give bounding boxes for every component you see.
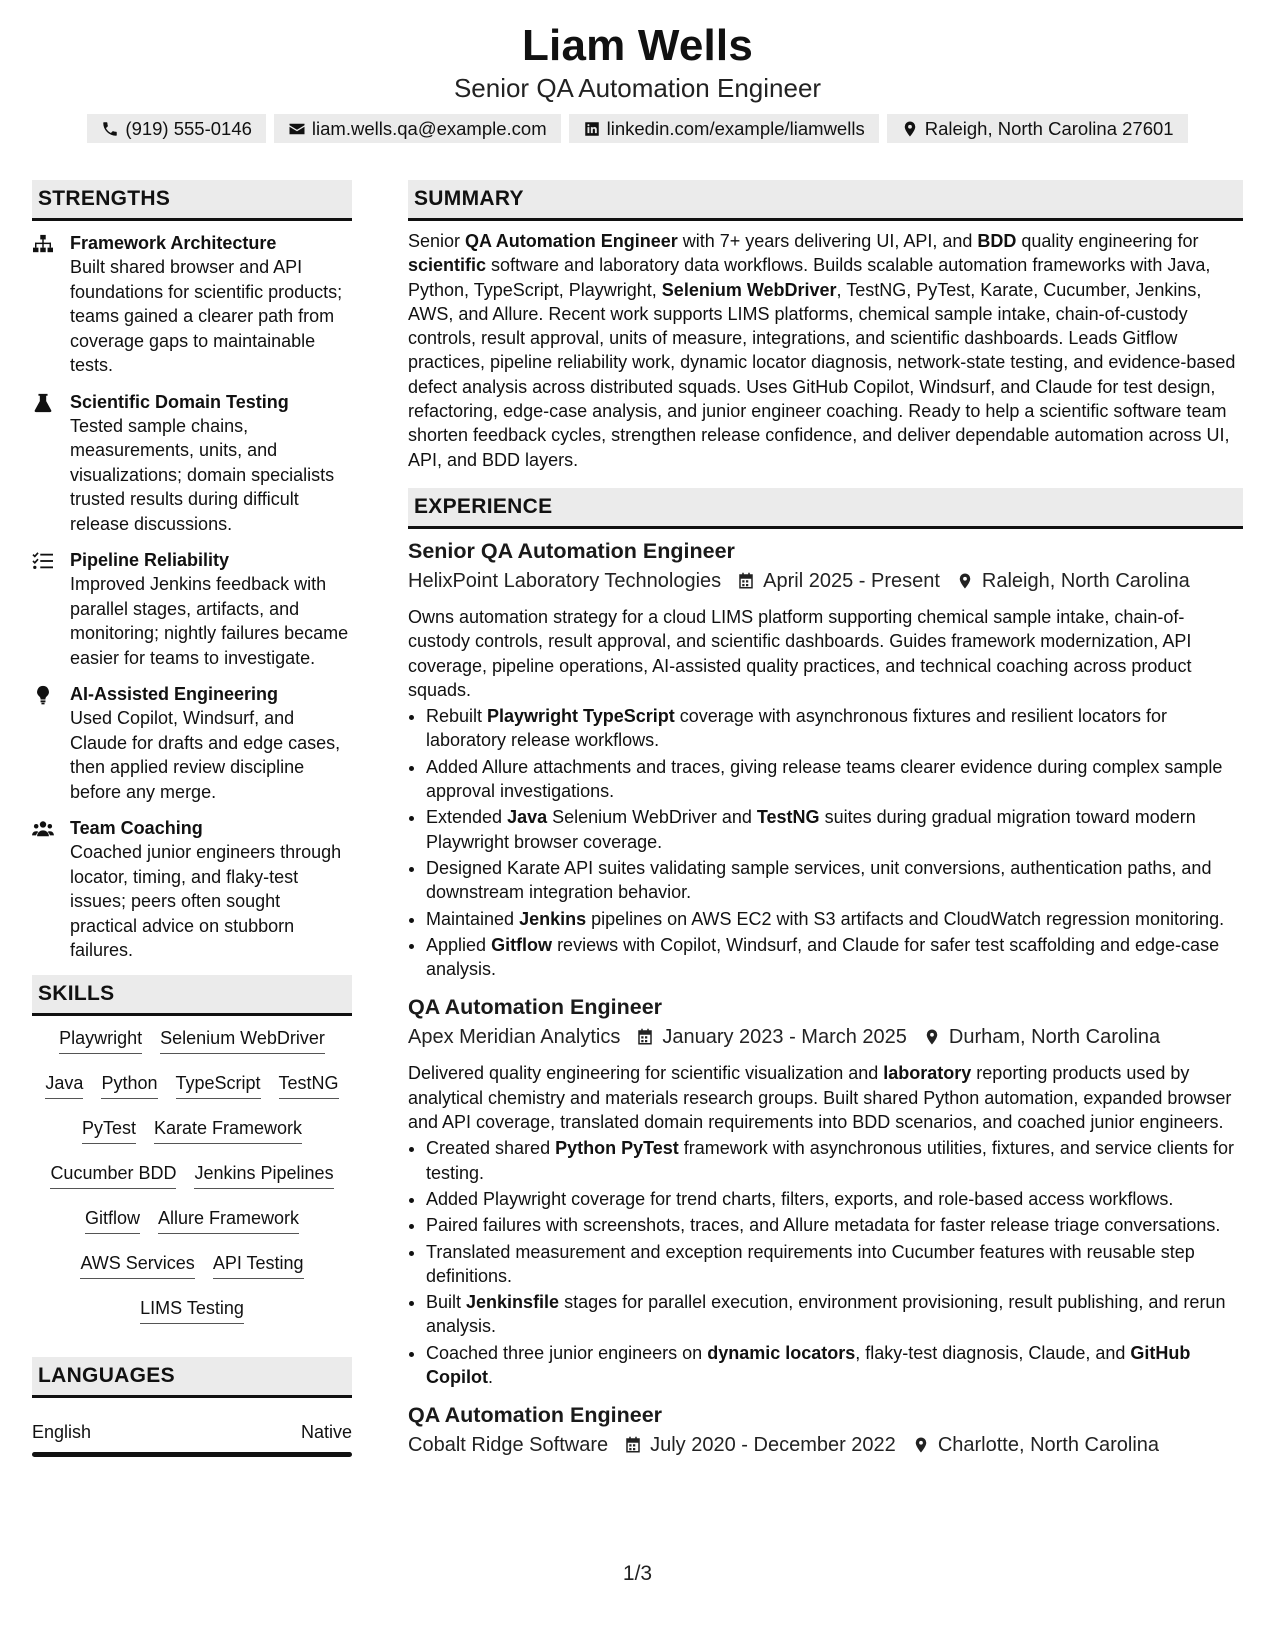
strengths-heading: STRENGTHS: [32, 180, 352, 221]
strength-title: Team Coaching: [70, 818, 203, 838]
skill-tag: AWS Services: [80, 1251, 194, 1279]
right-column: [408, 180, 1243, 1459]
strength-title: AI-Assisted Engineering: [70, 684, 279, 704]
job-entry: [408, 537, 1243, 981]
skill-tag: Java: [45, 1071, 83, 1099]
job-bullet: • Added Playwright coverage for trend charts, filters, exports, and role-based access workflows.: [426, 1187, 1243, 1211]
skill-tag: TestNG: [279, 1071, 339, 1099]
strengths-list: [32, 231, 352, 963]
job-location: Durham, North Carolina: [948, 1026, 1161, 1049]
job-location: Charlotte, North Carolina: [937, 1434, 1160, 1457]
skills-heading: SKILLS: [32, 975, 352, 1016]
skill-row: [38, 1116, 346, 1161]
job-meta: [408, 1431, 1243, 1459]
summary-heading: SUMMARY: [408, 180, 1243, 221]
location-text: Raleigh, North Carolina 27601: [924, 117, 1174, 139]
skill-tag: Jenkins Pipelines: [194, 1161, 333, 1189]
job-location: Raleigh, North Carolina: [981, 569, 1190, 592]
email-text: liam.wells.qa@example.com: [311, 117, 547, 139]
job-bullets: [408, 1136, 1243, 1389]
envelope-icon: [288, 120, 306, 138]
job-bullet: • Created shared Python PyTest framework with asynchronous utilities, fixtures, and service clients for testing.: [426, 1136, 1243, 1185]
job-company: Apex Meridian Analytics: [408, 1026, 621, 1049]
skill-tag: Allure Framework: [158, 1206, 299, 1234]
map-pin-icon: [912, 1436, 930, 1454]
job-description: Owns automation strategy for a cloud LIMS platform supporting chemical sample intake, chain-of-custody controls, result approval, and scientific dashboards. Guides framework modernization, API coverage, pipeline operations, AI-assisted quality practices, and technical coaching across product squads.: [408, 606, 1192, 700]
skill-tag: Cucumber BDD: [50, 1161, 176, 1189]
candidate-name: Liam Wells: [521, 21, 754, 70]
left-column: [32, 180, 352, 1457]
linkedin-text: linkedin.com/example/liamwells: [606, 117, 865, 139]
job-bullet: • Built Jenkinsfile stages for parallel execution, environment provisioning, result publishing, and rerun analysis.: [426, 1290, 1243, 1339]
strength-item: [32, 816, 352, 963]
job-bullet: • Maintained Jenkins pipelines on AWS EC2 with S3 artifacts and CloudWatch regression monitoring.: [426, 907, 1243, 931]
strength-desc: Used Copilot, Windsurf, and Claude for drafts and edge cases, then applied review discipline before any merge.: [70, 708, 341, 802]
skill-row: [38, 1026, 346, 1071]
map-pin-icon: [956, 572, 974, 590]
job-title: Senior QA Automation Engineer: [408, 538, 735, 563]
strength-title: Pipeline Reliability: [70, 550, 230, 570]
map-pin-icon: [923, 1028, 941, 1046]
job-description: Delivered quality engineering for scientific visualization and laboratory reporting products used by analytical chemistry and materials research groups. Built shared Python automation, expanded browser and API coverage, translated domain requirements into BDD scenarios, and coached junior engineers.: [408, 1063, 1232, 1133]
summary-text: Senior QA Automation Engineer with 7+ years delivering UI, API, and BDD quality engineering for scientific software and laboratory data workflows. Builds scalable automation frameworks with Java, Python, TypeScript, Playwright, Selenium WebDriver, TestNG, PyTest, Karate, Cucumber, Jenkins, AWS, and Allure. Recent work supports LIMS platforms, chemical sample intake, chain-of-custody controls, result approval, units of measure, integrations, and scientific dashboards. Leads Gitflow practices, pipeline reliability work, dynamic locator diagnosis, network-state testing, and evidence-based defect analysis across distributed squads. Uses GitHub Copilot, Windsurf, and Claude for test design, refactoring, edge-case analysis, and junior engineer coaching. Ready to help a scientific software team shorten feedback cycles, strengthen release confidence, and deliver dependable automation across UI, API, and BDD layers.: [408, 231, 1236, 470]
skill-tag: Python: [101, 1071, 157, 1099]
skill-row: [38, 1071, 346, 1116]
phone-text: (919) 555-0146: [125, 117, 252, 139]
skill-row: [38, 1161, 346, 1206]
strength-title: Scientific Domain Testing: [70, 391, 289, 412]
skill-tag: TypeScript: [176, 1071, 261, 1099]
strength-item: [32, 548, 352, 670]
job-dates: January 2023 - March 2025: [662, 1026, 907, 1049]
skill-row: [38, 1296, 346, 1341]
candidate-headline: Senior QA Automation Engineer: [453, 73, 822, 103]
skill-tag: Selenium WebDriver: [160, 1026, 325, 1054]
language-level: Native: [300, 1421, 352, 1442]
job-bullet: • Applied Gitflow reviews with Copilot, Windsurf, and Claude for safer test scaffolding and edge-case analysis.: [426, 933, 1243, 982]
sitemap-icon: [32, 234, 54, 254]
job-meta: [408, 567, 1243, 595]
strength-desc: Improved Jenkins feedback with parallel stages, artifacts, and monitoring; nightly failures became easier for teams to investigate.: [70, 574, 349, 668]
experience-heading: EXPERIENCE: [408, 488, 1243, 529]
strength-item: [32, 682, 352, 804]
job-bullet: • Extended Java Selenium WebDriver and TestNG suites during gradual migration toward modern Playwright browser coverage.: [426, 805, 1243, 854]
strength-desc: Built shared browser and API foundations for scientific products; teams gained a clearer path from coverage gaps to maintainable tests.: [70, 257, 343, 375]
linkedin-chip[interactable]: [569, 114, 879, 143]
lightbulb-icon: [32, 685, 54, 705]
skill-row: [38, 1206, 346, 1251]
languages-heading: LANGUAGES: [32, 1357, 352, 1398]
phone-chip[interactable]: [87, 114, 266, 143]
job-meta: [408, 1023, 1243, 1051]
skill-tag: Gitflow: [85, 1206, 140, 1234]
skills-list: [32, 1026, 352, 1341]
calendar-icon: [624, 1436, 642, 1454]
job-company: Cobalt Ridge Software: [408, 1434, 609, 1457]
skill-tag: PyTest: [82, 1116, 136, 1144]
users-icon: [32, 819, 54, 839]
linkedin-icon: [583, 120, 601, 138]
job-entry: [408, 993, 1243, 1389]
list-check-icon: [32, 551, 54, 571]
language-item: [32, 1420, 352, 1444]
map-pin-icon: [901, 120, 919, 138]
job-bullet: • Rebuilt Playwright TypeScript coverage with asynchronous fixtures and resilient locators for laboratory release workflows.: [426, 704, 1243, 753]
strength-item: [32, 390, 352, 537]
job-bullets: [408, 704, 1243, 981]
strength-title: Framework Architecture: [70, 233, 277, 253]
skill-tag: Karate Framework: [154, 1116, 302, 1144]
job-title: QA Automation Engineer: [408, 1403, 663, 1428]
flask-icon: [32, 393, 54, 413]
job-bullet: • Translated measurement and exception requirements into Cucumber features with reusable step definitions.: [426, 1240, 1243, 1289]
job-title: QA Automation Engineer: [408, 995, 663, 1020]
contact-bar: [0, 114, 1275, 143]
skill-tag: API Testing: [213, 1251, 304, 1279]
calendar-icon: [636, 1028, 654, 1046]
job-bullet: • Paired failures with screenshots, traces, and Allure metadata for faster release triage conversations.: [426, 1213, 1243, 1237]
page-number: 1/3: [622, 1562, 653, 1585]
language-proficiency-bar: [32, 1452, 352, 1457]
job-bullet: • Designed Karate API suites validating sample services, unit conversions, authentication paths, and downstream integration behavior.: [426, 856, 1243, 905]
job-dates: April 2025 - Present: [763, 569, 940, 592]
email-chip[interactable]: [274, 114, 561, 143]
calendar-icon: [737, 572, 755, 590]
skill-tag: LIMS Testing: [140, 1296, 244, 1324]
location-chip: [887, 114, 1188, 143]
resume-header: [0, 20, 1275, 143]
strength-desc: Coached junior engineers through locator, timing, and flaky-test issues; peers often sought practical advice on stubborn failures.: [70, 842, 342, 960]
strength-desc: Tested sample chains, measurements, units, and visualizations; domain specialists trusted results during difficult release discussions.: [70, 415, 335, 534]
strength-item: [32, 231, 352, 378]
job-bullet: • Coached three junior engineers on dynamic locators, flaky-test diagnosis, Claude, and GitHub Copilot.: [426, 1341, 1243, 1390]
job-entry: [408, 1401, 1243, 1459]
job-dates: July 2020 - December 2022: [650, 1434, 896, 1457]
language-name: English: [32, 1421, 92, 1442]
skill-row: [38, 1251, 346, 1296]
job-bullet: • Added Allure attachments and traces, giving release teams clearer evidence during complex sample approval investigations.: [426, 755, 1243, 804]
phone-icon: [101, 120, 119, 138]
job-company: HelixPoint Laboratory Technologies: [408, 569, 722, 592]
skill-tag: Playwright: [59, 1026, 142, 1054]
